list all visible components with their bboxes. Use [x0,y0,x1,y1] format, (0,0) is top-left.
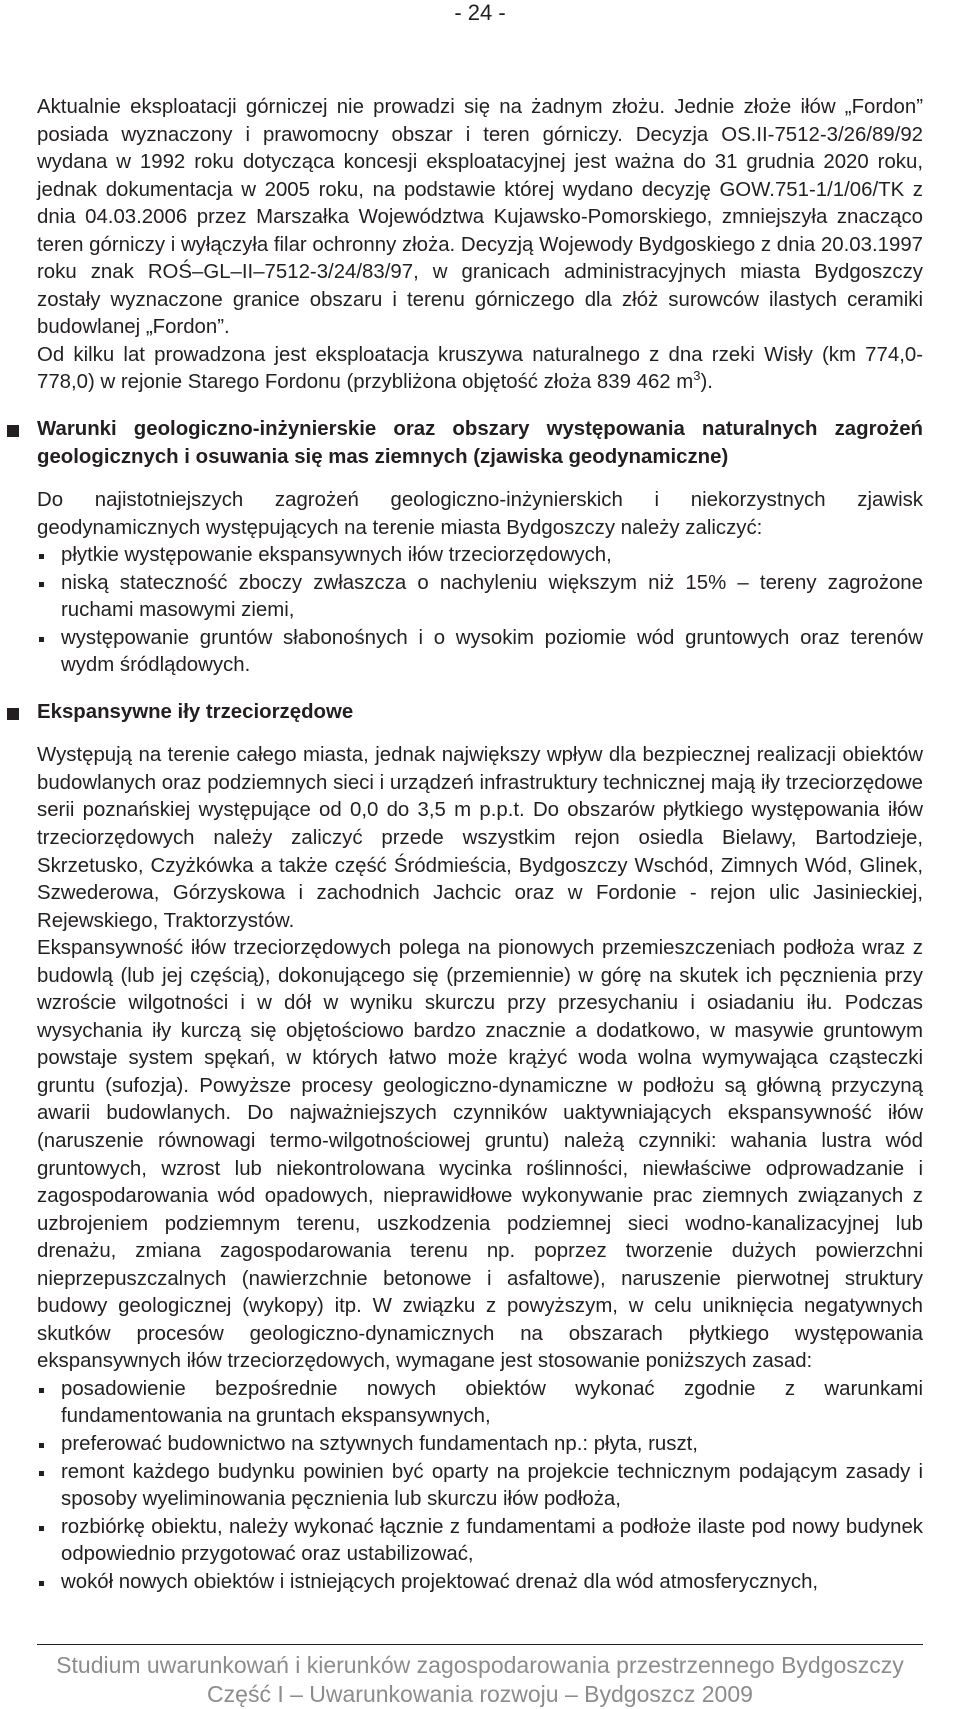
paragraph-clay-expansiveness: Ekspansywność iłów trzeciorzędowych polega na pionowych przemieszczeniach podłoża wraz z budowlą (lub jej częścią), dokonującego się (przemiennie) w górę na skutek ich pęcznienia przy wzroście wilgotności i w dół w wyniku skurczu przy przesychaniu i osiadaniu iłu. Podczas wysychania iły kurczą się objętościowo bardzo znacznie a dodatkowo, w masywie gruntowym powstaje system spękań, w których łatwo może krążyć woda wolna wymywająca cząsteczki gruntu (sufozja). Powyższe procesy geologiczno-dynamiczne w podłożu są główną przyczyną awarii budowlanych. Do najważniejszych czynników uaktywniających ekspansywność iłów (naruszenie równowagi termo-wilgotnościowej gruntu) należą czynniki: wahania lustra wód gruntowych, wzrost lub niekontrolowana wycinka roślinności, niewłaściwe odprowadzanie i zagospodarowania wód opadowych, nieprawidłowe wykonywanie prac ziemnych związanych z uzbrojeniem podziemnym terenu, uszkodzenia podziemnej sieci wodno-kanalizacyjnej lub drenażu, zmiana zagospodarowania terenu np. poprzez tworzenie dużych powierzchni nieprzepuszczalnych (nawierzchnie betonowe i asfaltowe), naruszenie pierwotnej struktury budowy geologicznej (wykopy) itp. W związku z powyższym, w celu uniknięcia negatywnych skutków procesów geologiczno-dynamicznych na obszarach płytkiego występowania ekspansywnych iłów trzeciorzędowych, wymagane jest stosowanie poniższych zasad: [37,937,923,1373]
paragraph-mining-status: Aktualnie eksploatacji górniczej nie prowadzi się na żadnym złożu. Jednie złoże iłów „Fordon” posiada wyznaczony i prawomocny obszar i teren górniczy. Decyzja OS.II-7512-3/26/89/92 wydana w 1992 roku dotycząca koncesji eksploatacyjnej jest ważna do 31 grudnia 2020 roku, jednak dokumentacja w 2005 roku, na podstawie której wydano decyzję GOW.751-1/1/06/TK z dnia 04.03.2006 przez Marszałka Województwa Kujawsko-Pomorskiego, zmniejszyła znacząco teren górniczy i wyłączyła filar ochronny złoża. Decyzją Wojewody Bydgoskiego z dnia 20.03.1997 roku znak ROŚ–GL–II–7512-3/24/83/97, w granicach administracyjnych miasta Bydgoszczy zostały wyznaczone granice obszaru i terenu górniczego dla złóż surowców ilastych ceramiki budowlanej „Fordon”. [37,96,923,339]
superscript-3: 3 [693,368,701,384]
section-heading-geological-hazards [37,416,923,471]
document-body [37,94,923,1596]
bullet-icon [39,1581,44,1586]
section-heading-text: Warunki geologiczno-inżynierskie oraz obszary występowania naturalnych zagrożeń geologicznych i osuwania się mas ziemnych (zjawiska geodynamiczne) [37,418,923,468]
page-footer [0,1651,960,1708]
bullet-icon [39,1471,44,1476]
bullet-icon [39,1443,44,1448]
list-item: występowanie gruntów słabonośnych i o wysokim poziomie wód gruntowych oraz terenów wydm śródlądowych. [37,625,923,680]
list-item: preferować budownictwo na sztywnych fundamentach np.: płyta, ruszt, [37,1431,923,1459]
rules-list [37,1376,923,1596]
bullet-icon [39,1526,44,1531]
hazards-list [37,542,923,680]
bullet-icon [39,554,44,559]
bullet-icon [39,582,44,587]
paragraph-aggregate-text: Od kilku lat prowadzona jest eksploatacja kruszywa naturalnego z dna rzeki Wisły (km 774,0-778,0) w rejonie Starego Fordonu (przybliżona objętość złoża 839 462 m [37,343,923,394]
list-item: rozbiórkę obiektu, należy wykonać łącznie z fundamentami a podłoże ilaste pod nowy budynek odpowiednio przygotować oraz ustabilizować, [37,1514,923,1569]
list-item: niską stateczność zboczy zwłaszcza o nachyleniu większym niż 15% – tereny zagrożone ruchami masowymi ziemi, [37,570,923,625]
square-bullet-icon [7,708,19,720]
bullet-icon [39,637,44,642]
paragraph-aggregate-extraction [37,342,923,397]
list-item: płytkie występowanie ekspansywnych iłów trzeciorzędowych, [37,542,923,570]
footer-divider [37,1644,923,1645]
list-item: posadowienie bezpośrednie nowych obiektów wykonać zgodnie z warunkami fundamentowania na gruntach ekspansywnych, [37,1376,923,1431]
section-heading-expansive-clays [37,699,923,727]
section-heading-text: Ekspansywne iły trzeciorzędowe [37,700,354,723]
paragraph-hazards-intro: Do najistotniejszych zagrożeń geologiczno-inżynierskich i niekorzystnych zjawisk geodynamicznych występujących na terenie miasta Bydgoszczy należy zaliczyć: [37,489,923,539]
paragraph-aggregate-end: ). [700,371,713,394]
footer-subtitle: Część I – Uwarunkowania rozwoju – Bydgoszcz 2009 [207,1680,753,1707]
footer-title: Studium uwarunkowań i kierunków zagospodarowania przestrzennego Bydgoszczy [56,1652,904,1678]
list-item: wokół nowych obiektów i istniejących projektować drenaż dla wód atmosferycznych, [37,1569,923,1597]
list-item: remont każdego budynku powinien być oparty na projekcie technicznym podającym zasady i sposoby wyeliminowania pęcznienia lub skurczu iłów podłoża, [37,1459,923,1514]
square-bullet-icon [7,425,19,437]
paragraph-clay-occurrence: Występują na terenie całego miasta, jednak największy wpływ dla bezpiecznej realizacji obiektów budowlanych oraz podziemnych sieci i urządzeń infrastruktury technicznej mają iły trzeciorzędowe serii poznańskiej występujące od 0,0 do 3,5 m p.p.t. Do obszarów płytkiego występowania iłów trzeciorzędowych należy zaliczyć przede wszystkim rejon osiedla Bielawy, Bartodzieje, Skrzetusko, Czyżkówka a także część Śródmieścia, Bydgoszczy Wschód, Zimnych Wód, Glinek, Szwederowa, Górzyskowa i zachodnich Jachcic oraz w Fordonie - rejon ulic Jasinieckiej, Rejewskiego, Traktorzystów. [37,744,923,932]
page-number: - 24 - [454,0,506,25]
bullet-icon [39,1388,44,1393]
